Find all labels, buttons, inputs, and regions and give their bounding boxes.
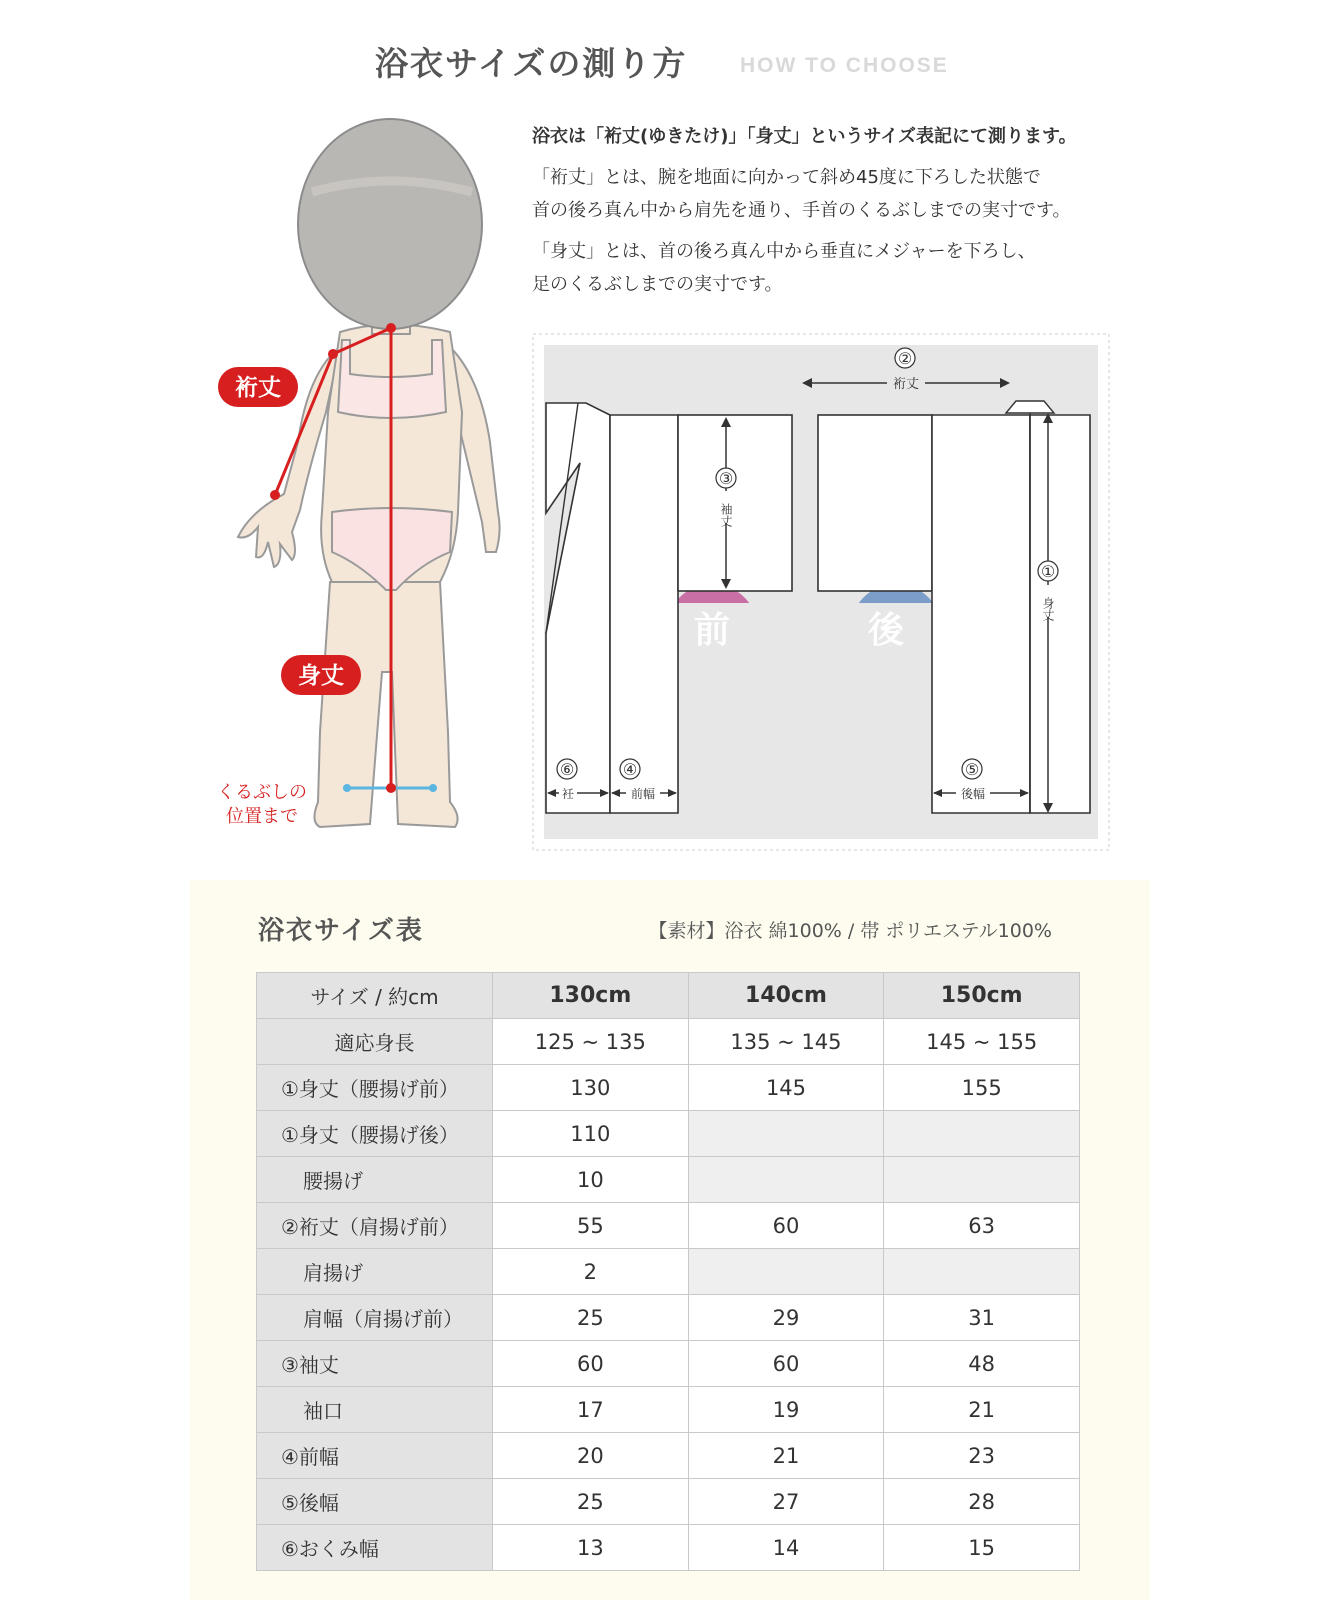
row-label: ④前幅 xyxy=(257,1433,493,1479)
table-row xyxy=(257,1203,1080,1249)
label-4: 前幅 xyxy=(630,787,656,801)
row-label: ②裄丈（肩揚げ前） xyxy=(257,1203,493,1249)
label-1: 身丈 xyxy=(1041,597,1055,621)
front-label: 前 xyxy=(693,610,731,651)
label-5: 後幅 xyxy=(960,787,986,801)
badge-3: ③ xyxy=(718,469,734,488)
table-cell-empty xyxy=(688,1249,884,1295)
front-body-panel xyxy=(610,415,678,813)
back-body-right xyxy=(1030,415,1090,813)
table-row xyxy=(257,1249,1080,1295)
table-cell: 28 xyxy=(884,1479,1080,1525)
table-cell: 21 xyxy=(688,1433,884,1479)
badge-6: ⑥ xyxy=(559,760,575,779)
table-cell: 31 xyxy=(884,1295,1080,1341)
table-cell: 2 xyxy=(493,1249,689,1295)
front-okumi-panel xyxy=(546,403,610,813)
shoulder-point xyxy=(328,349,338,359)
figure-head xyxy=(298,119,482,329)
table-cell: 23 xyxy=(884,1433,1080,1479)
row-label: 肩揚げ xyxy=(257,1249,493,1295)
table-row xyxy=(257,1479,1080,1525)
row-label: ①身丈（腰揚げ前） xyxy=(257,1065,493,1111)
table-cell-empty xyxy=(884,1249,1080,1295)
table-cell: 21 xyxy=(884,1387,1080,1433)
child-figure-illustration xyxy=(200,112,530,852)
back-label: 後 xyxy=(867,610,905,651)
ankle-point-center xyxy=(386,783,396,793)
table-cell: 15 xyxy=(884,1525,1080,1571)
table-row xyxy=(257,1065,1080,1111)
table-header-row xyxy=(257,973,1080,1019)
table-cell: 110 xyxy=(493,1111,689,1157)
intro-lead: 浴衣は「裄丈(ゆきたけ)」「身丈」というサイズ表記にて測ります。 xyxy=(532,126,1077,147)
size-table xyxy=(256,972,1080,1571)
table-cell: 145 ~ 155 xyxy=(884,1019,1080,1065)
table-cell: 125 ~ 135 xyxy=(493,1019,689,1065)
table-cell: 19 xyxy=(688,1387,884,1433)
badge-2: ② xyxy=(897,349,913,368)
table-cell: 130 xyxy=(493,1065,689,1111)
badge-4: ④ xyxy=(622,760,638,779)
row-label: ⑥おくみ幅 xyxy=(257,1525,493,1571)
table-row xyxy=(257,1295,1080,1341)
label-6: 衽 xyxy=(561,787,575,801)
row-label: ③袖丈 xyxy=(257,1341,493,1387)
intro-mitake-line2: 足のくるぶしまでの実寸です。 xyxy=(532,274,783,295)
row-label: 袖口 xyxy=(257,1387,493,1433)
table-cell: 14 xyxy=(688,1525,884,1571)
row-label: ⑤後幅 xyxy=(257,1479,493,1525)
ankle-note-line2: 位置まで xyxy=(226,806,298,827)
label-2: 裄丈 xyxy=(892,377,920,392)
neck-point xyxy=(386,323,396,333)
table-cell: 27 xyxy=(688,1479,884,1525)
badge-1: ① xyxy=(1040,562,1056,581)
intro-yuki-line2: 首の後ろ真ん中から肩先を通り、手首のくるぶしまでの実寸です。 xyxy=(532,200,1071,221)
table-cell: 10 xyxy=(493,1157,689,1203)
front-sleeve xyxy=(678,415,792,591)
table-row xyxy=(257,1525,1080,1571)
table-cell-empty xyxy=(884,1111,1080,1157)
table-cell: 29 xyxy=(688,1295,884,1341)
table-row xyxy=(257,1387,1080,1433)
table-cell: 63 xyxy=(884,1203,1080,1249)
column-header-140: 140cm xyxy=(688,973,884,1019)
row-label: 適応身長 xyxy=(257,1019,493,1065)
table-cell: 60 xyxy=(688,1203,884,1249)
yuki-label: 裄丈 xyxy=(235,375,281,401)
intro-mitake-line1: 「身丈」とは、首の後ろ真ん中から垂直にメジャーを下ろし、 xyxy=(532,241,1036,262)
column-header-130: 130cm xyxy=(493,973,689,1019)
page-title: 浴衣サイズの測り方 xyxy=(375,44,688,83)
table-cell: 60 xyxy=(688,1341,884,1387)
table-corner-header: サイズ / 約cm xyxy=(257,973,493,1019)
table-row xyxy=(257,1111,1080,1157)
table-row xyxy=(257,1019,1080,1065)
intro-yuki-line1: 「裄丈」とは、腕を地面に向かって斜め45度に下ろした状態で xyxy=(532,167,1041,188)
table-cell-empty xyxy=(884,1157,1080,1203)
row-label: 腰揚げ xyxy=(257,1157,493,1203)
size-table-section xyxy=(190,880,1150,1600)
table-cell-empty xyxy=(688,1111,884,1157)
table-cell: 155 xyxy=(884,1065,1080,1111)
intro-text xyxy=(532,120,1132,309)
table-cell: 145 xyxy=(688,1065,884,1111)
table-cell: 13 xyxy=(493,1525,689,1571)
back-sleeve xyxy=(818,415,932,591)
yukata-measurement-diagram xyxy=(532,333,1112,853)
table-cell: 135 ~ 145 xyxy=(688,1019,884,1065)
size-table-title: 浴衣サイズ表 xyxy=(258,916,424,946)
row-label: ①身丈（腰揚げ後） xyxy=(257,1111,493,1157)
badge-5: ⑤ xyxy=(964,760,980,779)
mitake-label: 身丈 xyxy=(298,663,344,689)
wrist-point xyxy=(270,490,280,500)
table-cell: 25 xyxy=(493,1295,689,1341)
ankle-point-right xyxy=(429,784,437,792)
table-row xyxy=(257,1157,1080,1203)
intro-yuki-desc xyxy=(532,161,1132,227)
row-label: 肩幅（肩揚げ前） xyxy=(257,1295,493,1341)
table-cell: 17 xyxy=(493,1387,689,1433)
table-row xyxy=(257,1433,1080,1479)
table-cell: 55 xyxy=(493,1203,689,1249)
ankle-note-line1: くるぶしの xyxy=(217,782,307,803)
intro-mitake-desc xyxy=(532,235,1132,301)
back-body-panel xyxy=(932,415,1030,813)
table-cell: 48 xyxy=(884,1341,1080,1387)
table-cell: 60 xyxy=(493,1341,689,1387)
table-row xyxy=(257,1341,1080,1387)
label-3: 袖丈 xyxy=(719,503,733,527)
page-subtitle: HOW TO CHOOSE xyxy=(740,54,949,77)
table-cell: 25 xyxy=(493,1479,689,1525)
table-cell: 20 xyxy=(493,1433,689,1479)
column-header-150: 150cm xyxy=(884,973,1080,1019)
material-note: 【素材】浴衣 綿100% / 帯 ポリエステル100% xyxy=(648,920,1052,942)
ankle-point-left xyxy=(343,784,351,792)
table-cell-empty xyxy=(688,1157,884,1203)
